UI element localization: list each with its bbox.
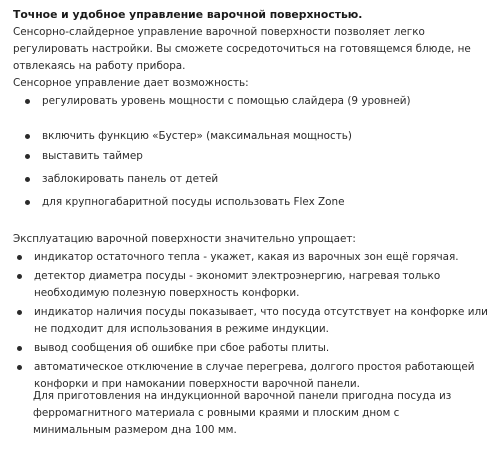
bullet-icon [17,255,22,260]
ops-text: индикатор наличия посуды показывает, что посуда отсутствует на конфорке или не подходит для использования в режиме индукции. [34,306,488,335]
ops-text: детектор диаметра посуды - экономит электроэнергию, нагревая только необходимую полезную поверхность конфорки. [34,270,441,299]
ops-list [17,249,495,395]
ops-text: вывод сообщения об ошибке при сбое работы плиты. [34,342,330,354]
bullet-icon [17,310,22,315]
bullet-icon [17,274,22,279]
ops-text: индикатор остаточного тепла - укажет, какая из варочных зон ещё горячая. [34,251,459,263]
bullet-icon [25,154,30,159]
bullet-icon [25,177,30,182]
cookware-note: Для приготовления на индукционной варочной панели пригодна посуда из ферромагнитного материала с ровными краями и плоским дном с минимальным размером дна 100 мм. [33,390,452,436]
intro-lead: Сенсорное управление дает возможность: [13,77,249,89]
ops-item [17,340,495,357]
ops-item [17,249,495,266]
feature-text: регулировать уровень мощности с помощью слайдера (9 уровней) [42,95,411,107]
ops-intro: Эксплуатацию варочной поверхности значительно упрощает: [13,233,356,245]
bullet-icon [25,99,30,104]
feature-text: включить функцию «Бустер» (максимальная мощность) [42,130,352,142]
feature-text: выставить таймер [42,150,143,162]
ops-text: автоматическое отключение в случае перегрева, долгого простоя работающей конфорки и при намокании поверхности варочной панели. [34,361,475,390]
intro-paragraph: Сенсорно-слайдерное управление варочной поверхности позволяет легко регулировать настройки. Вы сможете сосредоточиться на готовящемся блюде, не отвлекаясь на работу прибора. [13,26,471,72]
ops-item [17,304,495,338]
feature-text: для крупногабаритной посуды использовать Flex Zone [42,196,345,208]
bullet-icon [25,134,30,139]
ops-item [17,268,495,302]
bullet-icon [17,346,22,351]
section-title: Точное и удобное управление варочной поверхностью. [13,8,363,21]
feature-text: заблокировать панель от детей [42,173,219,185]
bullet-icon [17,365,22,370]
intro-text [13,24,491,92]
bullet-icon [25,200,30,205]
